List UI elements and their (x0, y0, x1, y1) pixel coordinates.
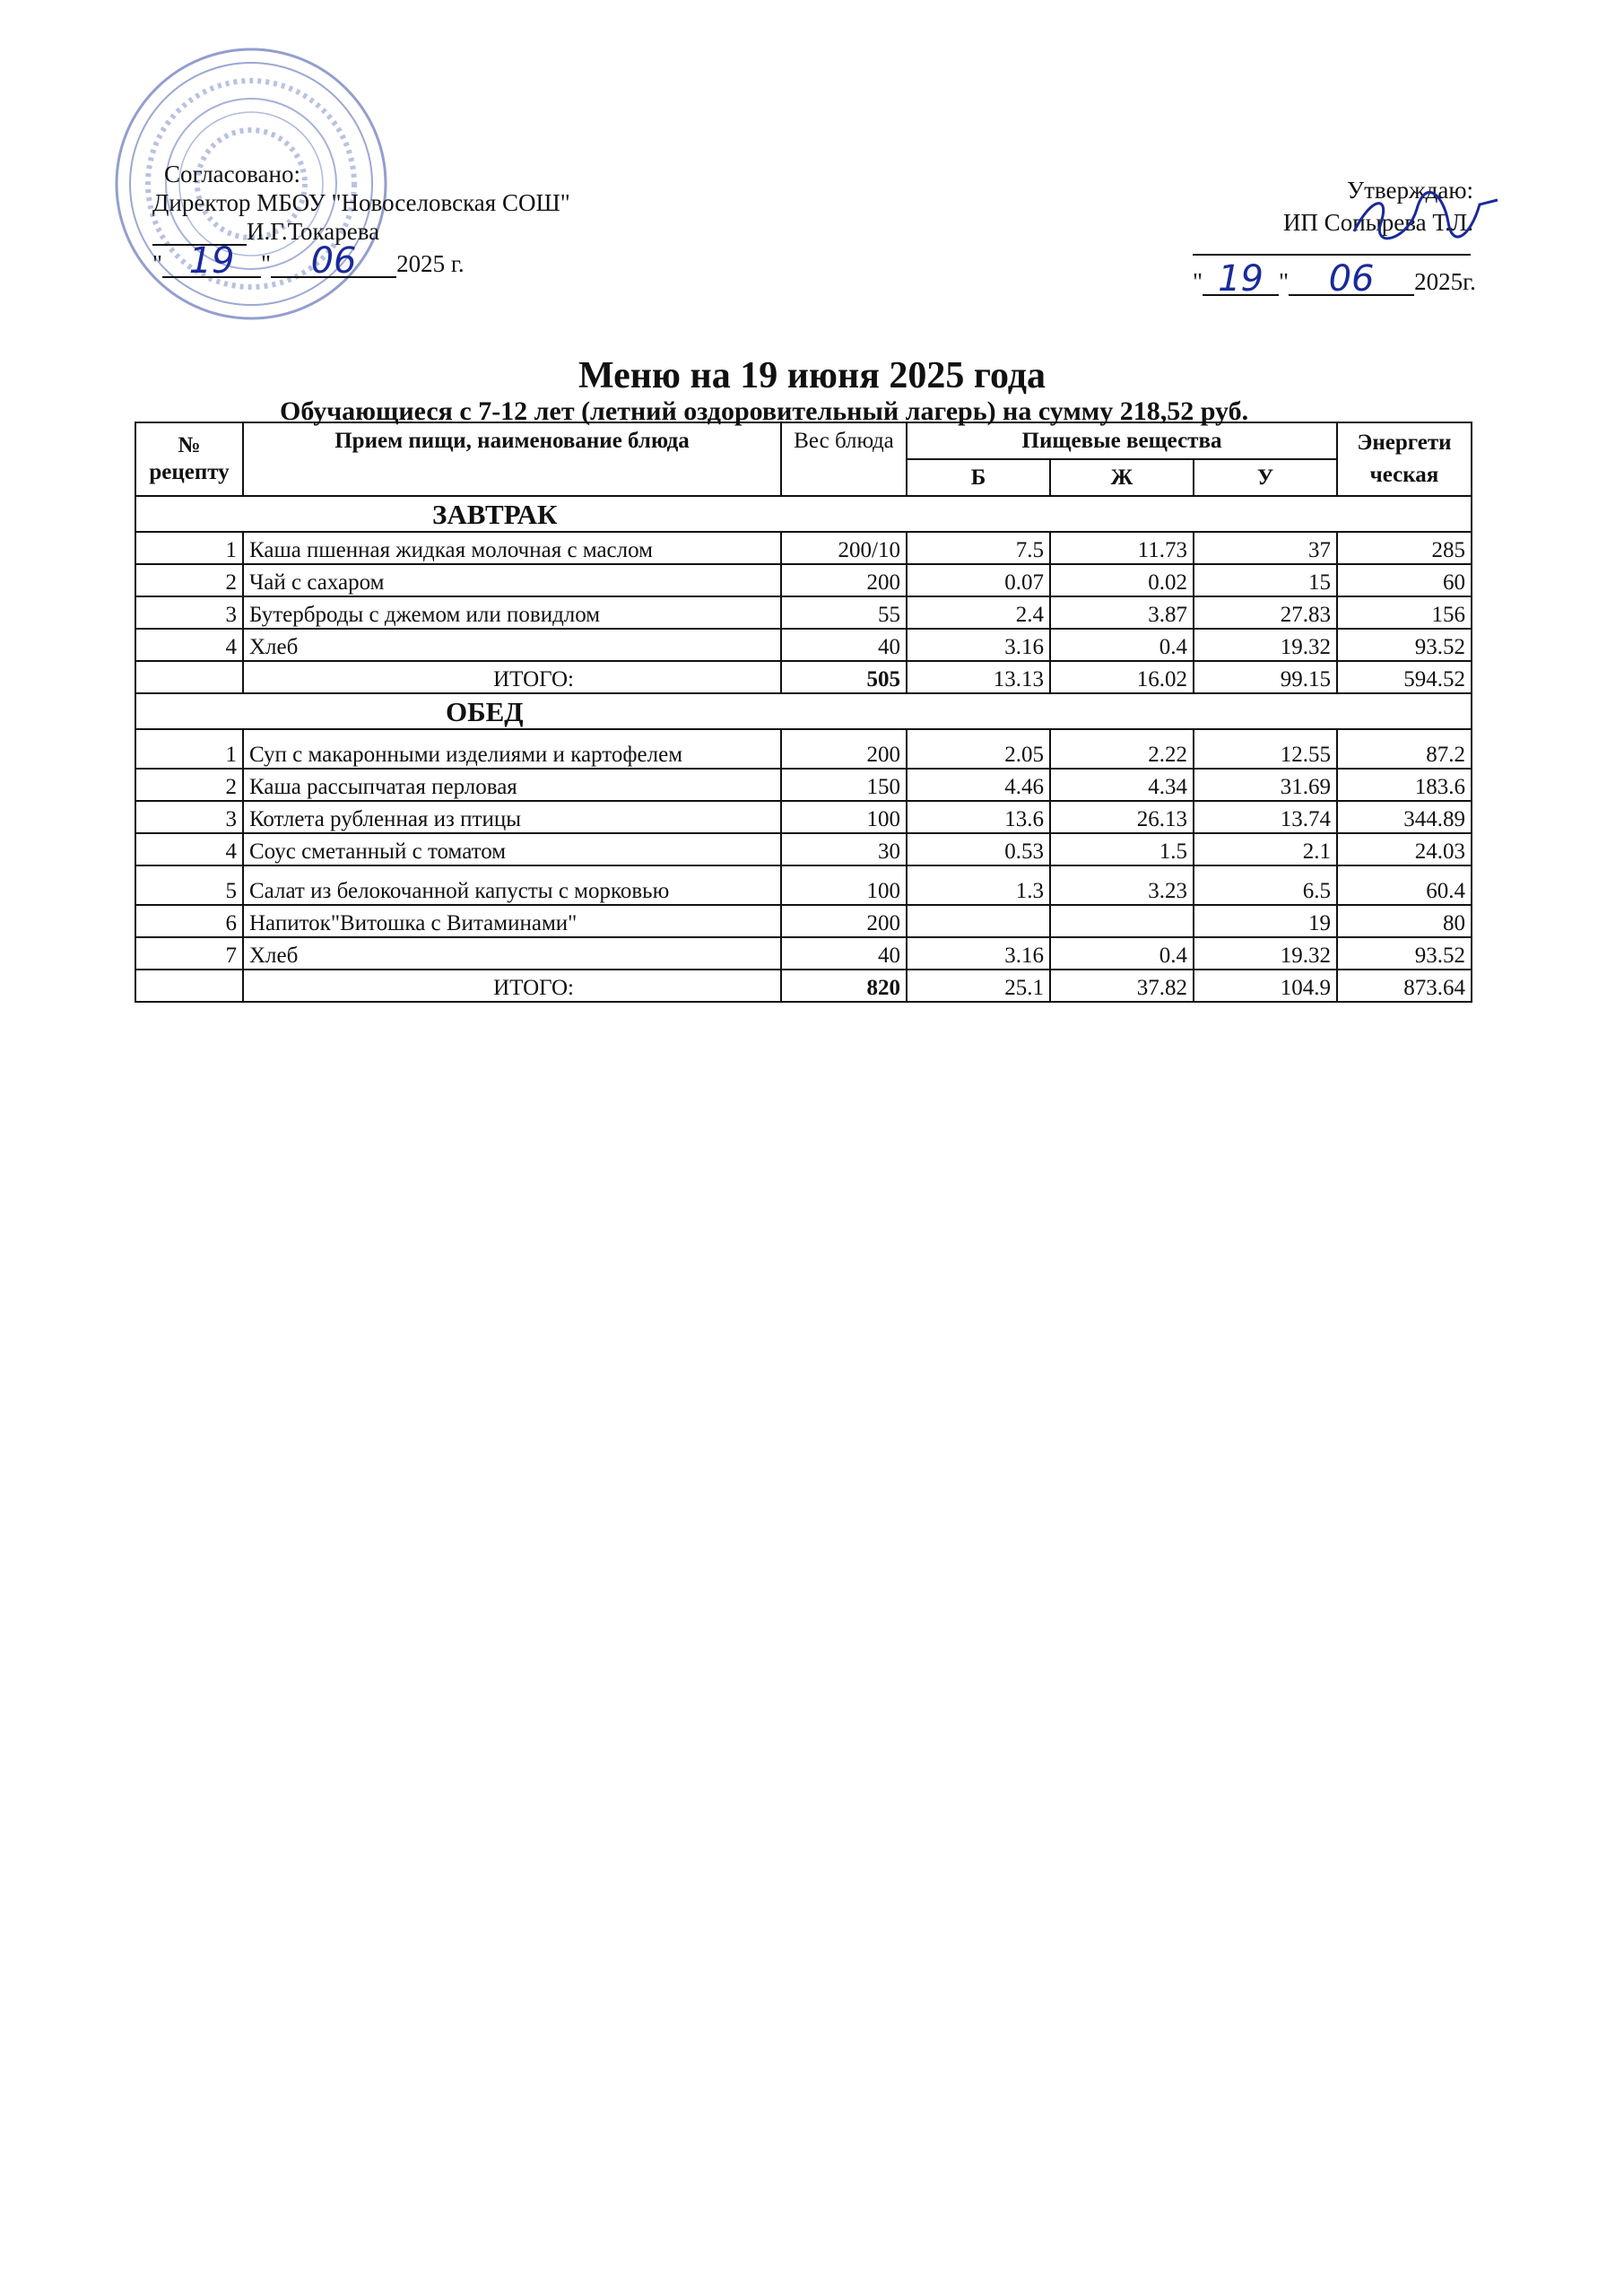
cell-dish: Чай с сахаром (243, 564, 781, 596)
approval-left-day: 19 (162, 246, 261, 278)
cell-total-zh: 16.02 (1050, 661, 1194, 693)
approval-right-year: 2025г. (1414, 268, 1476, 295)
cell-energy: 93.52 (1337, 629, 1472, 661)
cell-weight: 30 (781, 833, 907, 865)
cell-u: 15 (1194, 564, 1337, 596)
cell-energy: 80 (1337, 905, 1472, 937)
col-header-weight: Вес блюда (781, 422, 907, 496)
cell-zh: 1.5 (1050, 833, 1194, 865)
cell-empty (135, 661, 243, 693)
cell-u: 19 (1194, 905, 1337, 937)
cell-zh: 0.4 (1050, 937, 1194, 970)
cell-no: 1 (135, 532, 243, 564)
col-header-nutrients: Пищевые вещества (907, 422, 1337, 459)
cell-total-energy: 873.64 (1337, 970, 1472, 1002)
cell-total-b: 13.13 (907, 661, 1050, 693)
table-row (135, 629, 1472, 661)
cell-energy: 156 (1337, 596, 1472, 629)
cell-dish: Суп с макаронными изделиями и картофелем (243, 729, 781, 769)
table-row (135, 833, 1472, 865)
cell-no: 2 (135, 769, 243, 801)
col-header-b: Б (907, 459, 1050, 496)
cell-no: 7 (135, 937, 243, 970)
table-row (135, 769, 1472, 801)
cell-u: 6.5 (1194, 865, 1337, 905)
cell-b: 13.6 (907, 801, 1050, 833)
cell-total-weight: 505 (781, 661, 907, 693)
table-row (135, 937, 1472, 970)
cell-b: 3.16 (907, 629, 1050, 661)
table-row (135, 905, 1472, 937)
cell-dish: Каша пшенная жидкая молочная с маслом (243, 532, 781, 564)
approval-right-title: Утверждаю: (1346, 177, 1473, 204)
cell-weight: 55 (781, 596, 907, 629)
cell-energy: 93.52 (1337, 937, 1472, 970)
cell-zh: 3.23 (1050, 865, 1194, 905)
cell-weight: 200 (781, 564, 907, 596)
cell-u: 31.69 (1194, 769, 1337, 801)
cell-b: 2.4 (907, 596, 1050, 629)
cell-energy: 24.03 (1337, 833, 1472, 865)
cell-weight: 200/10 (781, 532, 907, 564)
cell-b: 0.53 (907, 833, 1050, 865)
approval-left-name: И.Г.Токарева (247, 218, 380, 245)
col-header-zh: Ж (1050, 459, 1194, 496)
cell-energy: 60.4 (1337, 865, 1472, 905)
cell-no: 3 (135, 596, 243, 629)
approval-right-month: 06 (1289, 264, 1414, 296)
approval-left-month: 06 (271, 246, 396, 278)
cell-u: 12.55 (1194, 729, 1337, 769)
table-row (135, 564, 1472, 596)
cell-energy: 344.89 (1337, 801, 1472, 833)
cell-u: 27.83 (1194, 596, 1337, 629)
cell-energy: 183.6 (1337, 769, 1472, 801)
cell-weight: 150 (781, 769, 907, 801)
section-breakfast: ЗАВТРАК (135, 496, 1472, 532)
cell-total-b: 25.1 (907, 970, 1050, 1002)
cell-b: 4.46 (907, 769, 1050, 801)
cell-weight: 100 (781, 865, 907, 905)
cell-u: 19.32 (1194, 629, 1337, 661)
menu-table (135, 422, 1472, 1003)
cell-u: 19.32 (1194, 937, 1337, 970)
section-lunch: ОБЕД (135, 693, 1472, 729)
cell-weight: 40 (781, 937, 907, 970)
table-row (135, 596, 1472, 629)
cell-energy: 60 (1337, 564, 1472, 596)
cell-zh: 3.87 (1050, 596, 1194, 629)
cell-weight: 100 (781, 801, 907, 833)
approval-left-title: Согласовано: (164, 161, 300, 187)
cell-energy: 285 (1337, 532, 1472, 564)
col-header-dish: Прием пищи, наименование блюда (243, 422, 781, 496)
cell-total-u: 104.9 (1194, 970, 1337, 1002)
cell-b: 2.05 (907, 729, 1050, 769)
cell-dish: Хлеб (243, 629, 781, 661)
cell-zh: 11.73 (1050, 532, 1194, 564)
cell-b: 0.07 (907, 564, 1050, 596)
cell-energy: 87.2 (1337, 729, 1472, 769)
cell-dish: Соус сметанный с томатом (243, 833, 781, 865)
cell-dish: Хлеб (243, 937, 781, 970)
cell-no: 4 (135, 833, 243, 865)
cell-no: 1 (135, 729, 243, 769)
cell-total-zh: 37.82 (1050, 970, 1194, 1002)
cell-b (907, 905, 1050, 937)
cell-u: 13.74 (1194, 801, 1337, 833)
signature-right (1345, 187, 1507, 249)
cell-no: 3 (135, 801, 243, 833)
cell-weight: 200 (781, 729, 907, 769)
col-header-u: У (1194, 459, 1337, 496)
cell-total-label: ИТОГО: (243, 661, 781, 693)
approval-right-date: " 19 " 06 2025г. (1193, 258, 1476, 300)
table-row (135, 729, 1472, 769)
cell-total-u: 99.15 (1194, 661, 1337, 693)
approval-right-line (1193, 254, 1471, 256)
cell-b: 3.16 (907, 937, 1050, 970)
table-row (135, 532, 1472, 564)
cell-dish: Котлета рубленная из птицы (243, 801, 781, 833)
approval-left-date: " 19 " 06 2025 г. (152, 240, 465, 282)
cell-weight: 40 (781, 629, 907, 661)
cell-b: 7.5 (907, 532, 1050, 564)
cell-zh: 4.34 (1050, 769, 1194, 801)
approval-right-signer: ИП Сопырева Т.Л. (1282, 209, 1473, 236)
cell-zh (1050, 905, 1194, 937)
cell-dish: Напиток"Витошка с Витаминами" (243, 905, 781, 937)
table-row-total (135, 661, 1472, 693)
cell-dish: Бутерброды с джемом или повидлом (243, 596, 781, 629)
cell-dish: Каша рассыпчатая перловая (243, 769, 781, 801)
table-row-total (135, 970, 1472, 1002)
approval-left-position: Директор МБОУ "Новоселовская СОШ" (152, 189, 570, 216)
cell-zh: 2.22 (1050, 729, 1194, 769)
col-header-energy: Энергети ческая (1337, 422, 1472, 496)
cell-u: 2.1 (1194, 833, 1337, 865)
cell-no: 4 (135, 629, 243, 661)
cell-u: 37 (1194, 532, 1337, 564)
table-row (135, 865, 1472, 905)
cell-total-energy: 594.52 (1337, 661, 1472, 693)
cell-no: 6 (135, 905, 243, 937)
cell-zh: 26.13 (1050, 801, 1194, 833)
col-header-recipe: № рецепту (135, 422, 243, 496)
cell-no: 5 (135, 865, 243, 905)
cell-zh: 0.02 (1050, 564, 1194, 596)
cell-zh: 0.4 (1050, 629, 1194, 661)
cell-no: 2 (135, 564, 243, 596)
table-row (135, 801, 1472, 833)
cell-b: 1.3 (907, 865, 1050, 905)
cell-total-label: ИТОГО: (243, 970, 781, 1002)
cell-empty (135, 970, 243, 1002)
cell-weight: 200 (781, 905, 907, 937)
page-title: Меню на 19 июня 2025 года (578, 355, 1046, 396)
cell-dish: Салат из белокочанной капусты с морковью (243, 865, 781, 905)
approval-left-year: 2025 г. (396, 250, 465, 277)
page-subtitle: Обучающиеся с 7-12 лет (летний оздоровительный лагерь) на сумму 218,52 руб. (280, 396, 1249, 426)
cell-total-weight: 820 (781, 970, 907, 1002)
approval-right-day: 19 (1203, 264, 1279, 296)
